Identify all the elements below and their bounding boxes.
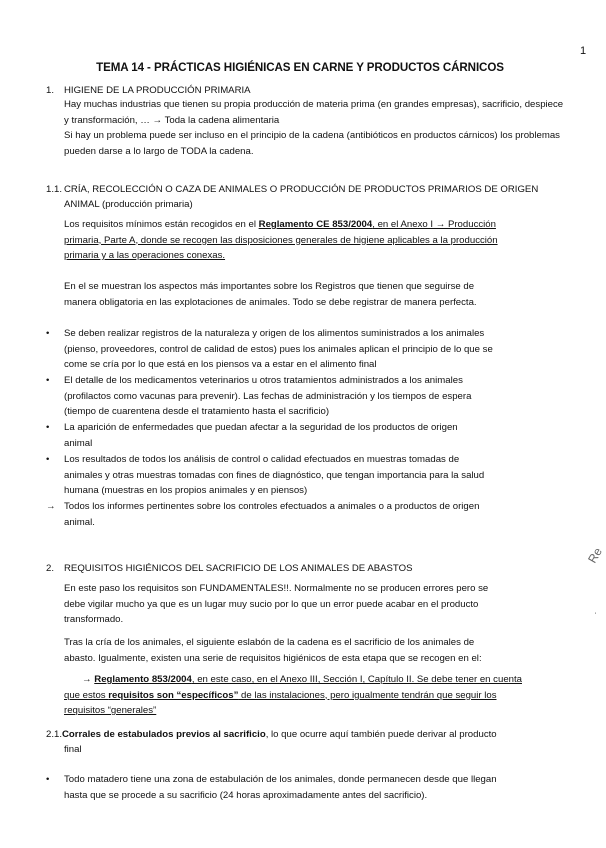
text-line: (profilactos como vacunas para prevenir). Las fechas de administración y los tiempos de espera [64,390,472,402]
text-line: animales y otras muestras tomadas con fines de diagnóstico, que tengan importancia para la salud [64,469,485,481]
text-segment: , en este caso, en el Anexo III, Sección I, Capítulo II. Se debe tener en cuenta [191,674,522,685]
list-item [46,326,566,373]
section-title: HIGIENE DE LA PRODUCCIÓN PRIMARIA [64,85,251,96]
section-title: CRÍA, RECOLECCIÓN O CAZA DE ANIMALES O PRODUCCIÓN DE PRODUCTOS PRIMARIOS DE ORIGEN [64,184,539,195]
text-segment: , en el Anexo I → Producción [372,219,496,230]
list-item [46,772,566,803]
section-2-reference [64,672,564,719]
list-item [46,420,566,451]
text-segment: de las instalaciones, pero igualmente tendrán que seguir los [238,689,497,701]
text-segment: que estos [64,689,109,701]
text-line: (pienso, proveedores, control de calidad de estos) pues los animales aplican el principio de lo que se [64,343,493,355]
page-number: 1 [580,45,587,57]
registers-paragraph [64,279,564,310]
text-line: La aparición de enfermedades que puedan afectar a la seguridad de los productos de origen [64,422,458,433]
text-line: abasto. Igualmente, existen una serie de requisitos higiénicos de esta etapa que se recogen en el: [64,652,482,664]
section-title: REQUISITOS HIGIÉNICOS DEL SACRIFICIO DE LOS ANIMALES DE ABASTOS [64,563,413,574]
text-line: transformado. [64,614,124,625]
bullet-icon: • [46,328,50,339]
text-line: El detalle de los medicamentos veterinarios u otros tratamientos administrados a los animales [64,375,463,386]
section-2-paragraph-2 [64,635,564,666]
text-line: En este paso los requisitos son FUNDAMENTALES!!. Normalmente no se producen errores pero se [64,583,489,594]
text-line: Todos los informes pertinentes sobre los controles efectuados a animales o a productos de origen [64,501,480,512]
text-line: Se deben realizar registros de la naturaleza y origen de los alimentos suministrados a los animales [64,328,485,339]
text-line: animal [64,437,93,449]
text-line: pueden darse a lo largo de TODA la cadena. [64,145,254,157]
text-line: y transformación, … → Toda la cadena alimentaria [64,114,280,126]
section-2-1-heading-line2: final [64,744,82,755]
text-line: debe vigilar mucho ya que es un lugar muy sucio por lo que un error puede acabar en el producto [64,598,479,610]
section-1-body [64,97,564,159]
section-title: Corrales de estabulados previos al sacrificio [62,729,266,740]
section-number: 1.1. [46,184,63,195]
regulation-reference: Reglamento 853/2004 [94,674,192,685]
text-line: (tiempo de cuarentena desde el tratamiento hasta el sacrificio) [64,406,330,417]
text-line: manera obligatoria en las explotaciones de animales. Todo se debe registrar de manera perfecta. [64,296,477,308]
list-item [46,499,566,530]
list-item [46,373,566,420]
section-number: 2. [46,563,55,574]
text-line: primaria y a las operaciones conexas. [64,250,226,261]
text-line: Los resultados de todos los análisis de control o calidad efectuados en muestras tomadas de [64,454,460,465]
arrow-right-icon: → [46,501,56,512]
requirements-paragraph [64,217,564,264]
text-segment: requisitos son “específicos” [108,689,239,701]
watermark-fragment: ˈ [594,612,598,623]
section-1-1-heading-line2: ANIMAL (producción primaria) [64,199,193,210]
text-line: animal. [64,516,95,528]
bullet-icon: • [46,454,50,465]
regulation-reference: Reglamento CE 853/2004 [258,219,373,230]
text-line: requisitos “generales” [64,705,157,716]
text-line: Tras la cría de los animales, el siguiente eslabón de la cadena es el sacrificio de los animales de [64,637,475,648]
text-line: Todo matadero tiene una zona de estabulación de los animales, donde permanecen desde que llegan [64,774,497,785]
bullet-icon: • [46,774,50,785]
section-2-heading [46,561,566,577]
text-line: Hay muchas industrias que tienen su propia producción de materia prima (en grandes empresas), sacrificio, despiece [64,99,564,110]
watermark-fragment: Re [585,545,605,566]
section-1-1-heading [46,182,566,198]
section-2-paragraph-1 [64,581,564,628]
text-line: humana (muestras en los propios animales y en piensos) [64,485,308,496]
list-item [46,452,566,499]
text-line: hasta que se procede a su sacrificio (24 horas aproximadamente antes del sacrificio). [64,789,428,801]
text-segment: Los requisitos mínimos están recogidos en el [64,219,259,230]
page-title: TEMA 14 - PRÁCTICAS HIGIÉNICAS EN CARNE Y PRODUCTOS CÁRNICOS [96,61,504,74]
bullet-icon: • [46,422,50,433]
bullet-icon: • [46,375,50,386]
section-number: 2.1. [46,729,63,740]
section-2-1-heading [46,727,566,743]
text-line: come se cría por lo que está en los piensos va a estar en el alimento final [64,359,377,370]
text-line: En el se muestran los aspectos más importantes sobre los Registros que tienen que seguirse de [64,281,475,292]
section-number: 1. [46,85,55,96]
text-line: Si hay un problema puede ser incluso en el principio de la cadena (antibióticos en productos cárnicos) los problemas [64,130,560,141]
arrow-right-icon: → [82,674,95,685]
text-segment: , lo que ocurre aquí también puede derivar al producto [265,729,497,740]
text-line: primaria, Parte A, donde se recogen las disposiciones generales de higiene aplicables a la producción [64,234,498,246]
